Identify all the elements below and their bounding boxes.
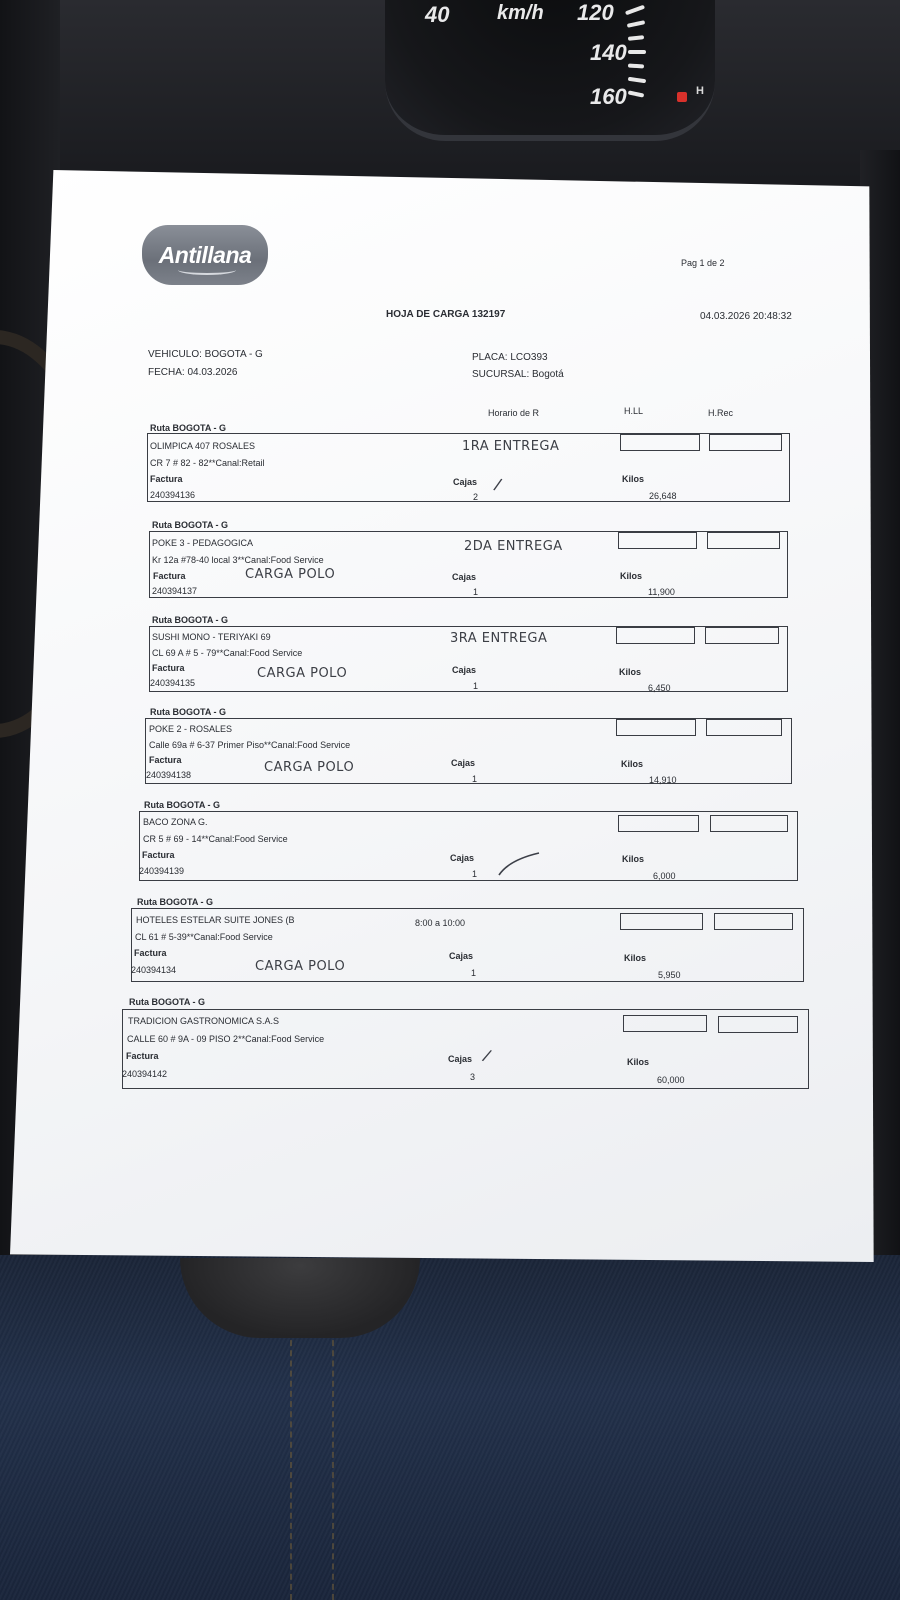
antillana-logo	[142, 225, 268, 285]
hrec-cell	[714, 913, 793, 930]
route-label: Ruta BOGOTA - G	[152, 520, 228, 530]
kilos-label: Kilos	[621, 759, 644, 769]
hll-cell	[616, 719, 696, 736]
route-label: Ruta BOGOTA - G	[152, 615, 228, 625]
column-hll: H.LL	[624, 406, 644, 416]
invoice-number: 240394134	[131, 965, 177, 975]
sheet-title: HOJA DE CARGA 132197	[386, 309, 506, 320]
cajas-label: Cajas	[448, 1054, 473, 1064]
client-address: CALLE 60 # 9A - 09 PISO 2**Canal:Food Service	[127, 1034, 325, 1044]
logo-wave	[178, 265, 236, 275]
invoice-number: 240394142	[122, 1069, 168, 1079]
client-name: SUSHI MONO - TERIYAKI 69	[152, 632, 271, 642]
client-address: Kr 12a #78-40 local 3**Canal:Food Service	[152, 555, 324, 565]
kilos-label: Kilos	[619, 667, 642, 677]
route-label: Ruta BOGOTA - G	[150, 707, 226, 717]
column-hrec: H.Rec	[708, 408, 734, 418]
hll-cell	[620, 434, 700, 451]
hrec-cell	[709, 434, 782, 451]
kilos-value: 11,900	[648, 587, 675, 597]
client-name: POKE 3 - PEDAGOGICA	[152, 538, 254, 548]
hll-cell	[616, 627, 695, 644]
cajas-value: 1	[472, 774, 478, 784]
hrec-cell	[707, 532, 780, 549]
cajas-label: Cajas	[452, 665, 477, 675]
cajas-value: 1	[473, 587, 479, 597]
plate-label: PLACA: LCO393	[472, 352, 548, 363]
delivery-entry	[139, 811, 798, 881]
logo-text: Antillana	[158, 241, 252, 268]
cajas-label: Cajas	[451, 758, 476, 768]
client-address: CL 61 # 5-39**Canal:Food Service	[135, 932, 273, 942]
client-address: Calle 69a # 6-37 Primer Piso**Canal:Food Service	[149, 740, 351, 750]
kilos-label: Kilos	[627, 1057, 650, 1067]
speed-label-40: 40	[425, 2, 450, 27]
hrec-cell	[718, 1016, 798, 1033]
kilos-label: Kilos	[622, 474, 645, 484]
kilos-value: 6,450	[648, 683, 671, 693]
kilos-value: 60,000	[657, 1075, 685, 1085]
kilos-label: Kilos	[620, 571, 643, 581]
route-label: Ruta BOGOTA - G	[144, 800, 220, 810]
speed-label-120: 120	[577, 0, 614, 25]
carga-note: CARGA POLO	[257, 666, 348, 681]
kilos-value: 6,000	[653, 871, 676, 881]
vehicle-label: VEHICULO: BOGOTA - G	[148, 349, 263, 360]
invoice-number: 240394138	[146, 770, 192, 780]
carga-note: CARGA POLO	[255, 959, 346, 974]
client-address: CR 7 # 82 - 82**Canal:Retail	[150, 458, 265, 468]
hll-cell	[623, 1015, 707, 1032]
factura-label: Factura	[126, 1051, 159, 1061]
hrec-cell	[706, 719, 782, 736]
cajas-value: 1	[473, 681, 479, 691]
check-mark: /	[491, 474, 504, 496]
carga-note: CARGA POLO	[245, 567, 336, 582]
cajas-label: Cajas	[452, 572, 477, 582]
client-name: OLIMPICA 407 ROSALES	[150, 441, 256, 451]
factura-label: Factura	[152, 663, 185, 673]
route-label: Ruta BOGOTA - G	[137, 897, 213, 907]
hrec-cell	[705, 627, 779, 644]
invoice-number: 240394139	[139, 866, 185, 876]
delivery-note: 1RA ENTREGA	[462, 439, 560, 454]
branch-label: SUCURSAL: Bogotá	[472, 369, 564, 380]
route-label: Ruta BOGOTA - G	[150, 423, 226, 433]
cajas-value: 2	[473, 492, 479, 502]
factura-label: Factura	[149, 755, 182, 765]
delivery-note: 3RA ENTREGA	[450, 631, 548, 646]
client-address: CL 69 A # 5 - 79**Canal:Food Service	[152, 648, 303, 658]
cajas-value: 1	[471, 968, 477, 978]
speed-label-140: 140	[590, 40, 627, 65]
invoice-number: 240394137	[152, 586, 198, 596]
client-name: BACO ZONA G.	[143, 817, 208, 827]
speed-label-160: 160	[590, 84, 627, 109]
kilos-value: 5,950	[658, 970, 681, 980]
check-mark	[497, 850, 542, 878]
speed-unit: km/h	[497, 2, 544, 24]
hrec-cell	[710, 815, 788, 832]
client-address: CR 5 # 69 - 14**Canal:Food Service	[143, 834, 288, 844]
cajas-label: Cajas	[453, 477, 478, 487]
hll-cell	[620, 913, 703, 930]
carga-note: CARGA POLO	[264, 760, 355, 775]
delivery-note: 2DA ENTREGA	[464, 539, 563, 554]
kilos-value: 14,910	[649, 775, 677, 785]
invoice-number: 240394136	[150, 490, 196, 500]
route-label: Ruta BOGOTA - G	[129, 997, 205, 1007]
cajas-label: Cajas	[449, 951, 474, 961]
factura-label: Factura	[153, 571, 186, 581]
factura-label: Factura	[150, 474, 183, 484]
cajas-value: 3	[470, 1072, 476, 1082]
kilos-label: Kilos	[622, 854, 645, 864]
client-name: POKE 2 - ROSALES	[149, 724, 233, 734]
cajas-label: Cajas	[450, 853, 475, 863]
check-mark: /	[480, 1045, 494, 1067]
kilos-label: Kilos	[624, 953, 647, 963]
hll-cell	[618, 532, 697, 549]
column-horario: Horario de R	[488, 408, 540, 418]
client-name: TRADICION GASTRONOMICA S.A.S	[128, 1016, 280, 1026]
invoice-number: 240394135	[150, 678, 196, 688]
temp-hot-label: H	[696, 85, 704, 97]
client-name: HOTELES ESTELAR SUITE JONES (B	[136, 915, 295, 925]
cajas-value: 1	[472, 869, 478, 879]
factura-label: Factura	[142, 850, 175, 860]
hll-cell	[618, 815, 699, 832]
page-number: Pag 1 de 2	[681, 258, 725, 268]
delivery-window: 8:00 a 10:00	[415, 918, 466, 928]
factura-label: Factura	[134, 948, 167, 958]
sheet-datetime: 04.03.2026 20:48:32	[700, 311, 792, 322]
date-label: FECHA: 04.03.2026	[148, 367, 238, 378]
kilos-value: 26,648	[649, 491, 677, 501]
